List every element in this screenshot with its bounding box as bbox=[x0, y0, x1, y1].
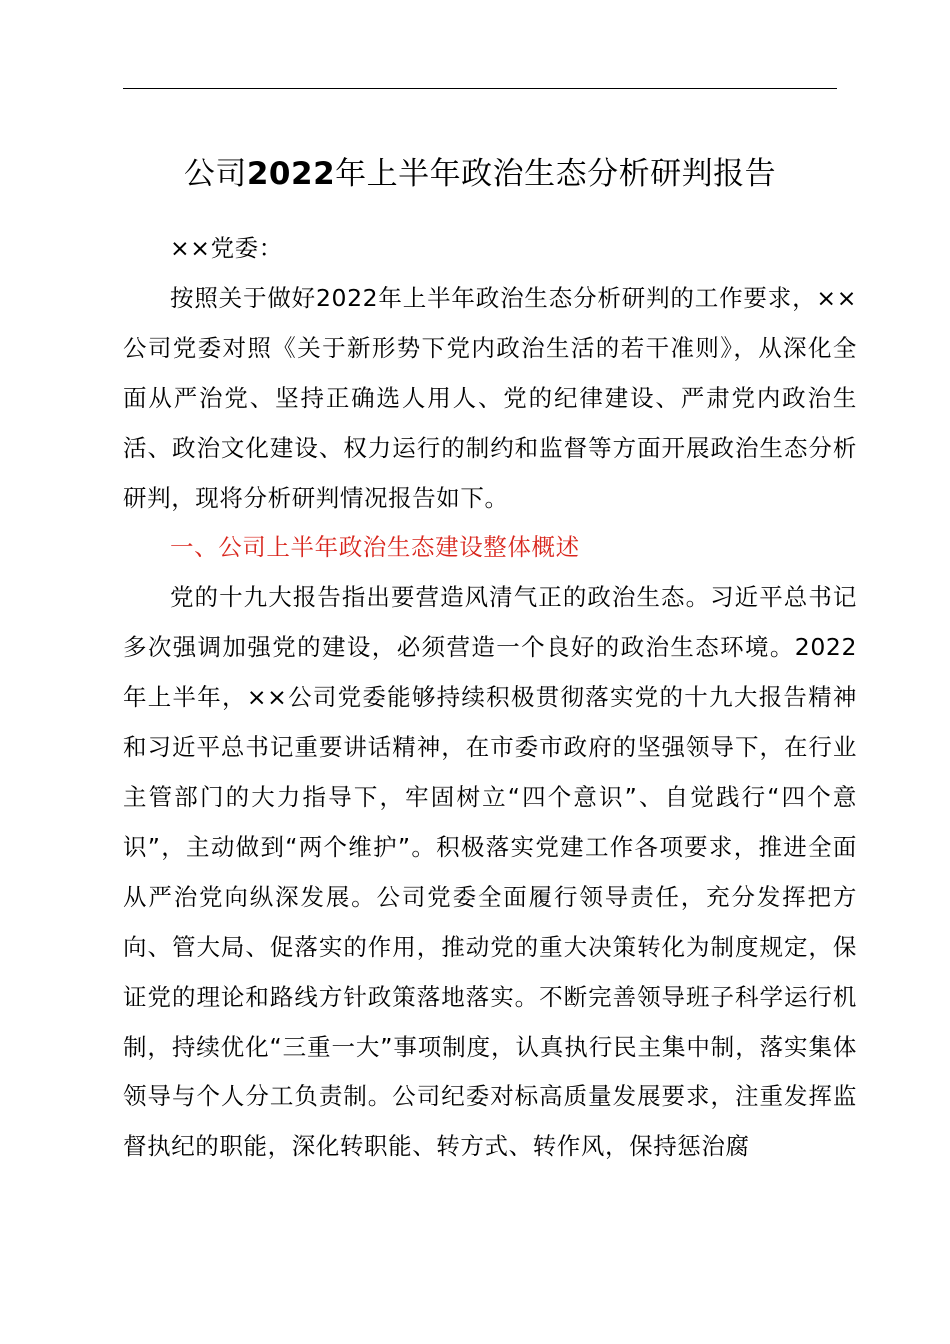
document-body bbox=[123, 224, 857, 1172]
document-title bbox=[100, 150, 860, 198]
title-suffix: 年上半年政治生态分析研判报告 bbox=[335, 156, 777, 192]
title-prefix: 公司 bbox=[183, 156, 247, 192]
intro-paragraph: 按照关于做好2022年上半年政治生态分析研判的工作要求，××公司党委对照《关于新形势下党内政治生活的若干准则》，从深化全面从严治党、坚持正确选人用人、党的纪律建设、严肃党内政治生活、政治文化建设、权力运行的制约和监督等方面开展政治生态分析研判，现将分析研判情况报告如下。 bbox=[123, 283, 857, 512]
header-rule bbox=[123, 88, 837, 89]
title-year: 2022 bbox=[246, 156, 336, 192]
section-paragraph: 党的十九大报告指出要营造风清气正的政治生态。习近平总书记多次强调加强党的建设，必须营造一个良好的政治生态环境。2022年上半年，××公司党委能够持续积极贯彻落实党的十九大报告精神和习近平总书记重要讲话精神，在市委市政府的坚强领导下，在行业主管部门的大力指导下，牢固树立“四个意识”、自觉践行“四个意识”，主动做到“两个维护”。积极落实党建工作各项要求，推进全面从严治党向纵深发展。公司党委全面履行领导责任，充分发挥把方向、管大局、促落实的作用，推动党的重大决策转化为制度规定，保证党的理论和路线方针政策落地落实。不断完善领导班子科学运行机制，持续优化“三重一大”事项制度，认真执行民主集中制，落实集体领导与个人分工负责制。公司纪委对标高质量发展要求，注重发挥监督执纪的职能，深化转职能、转方式、转作风，保持惩治腐 bbox=[123, 583, 857, 1161]
salutation: ××党委： bbox=[170, 234, 283, 262]
section-heading: 一、公司上半年政治生态建设整体概述 bbox=[170, 533, 580, 562]
